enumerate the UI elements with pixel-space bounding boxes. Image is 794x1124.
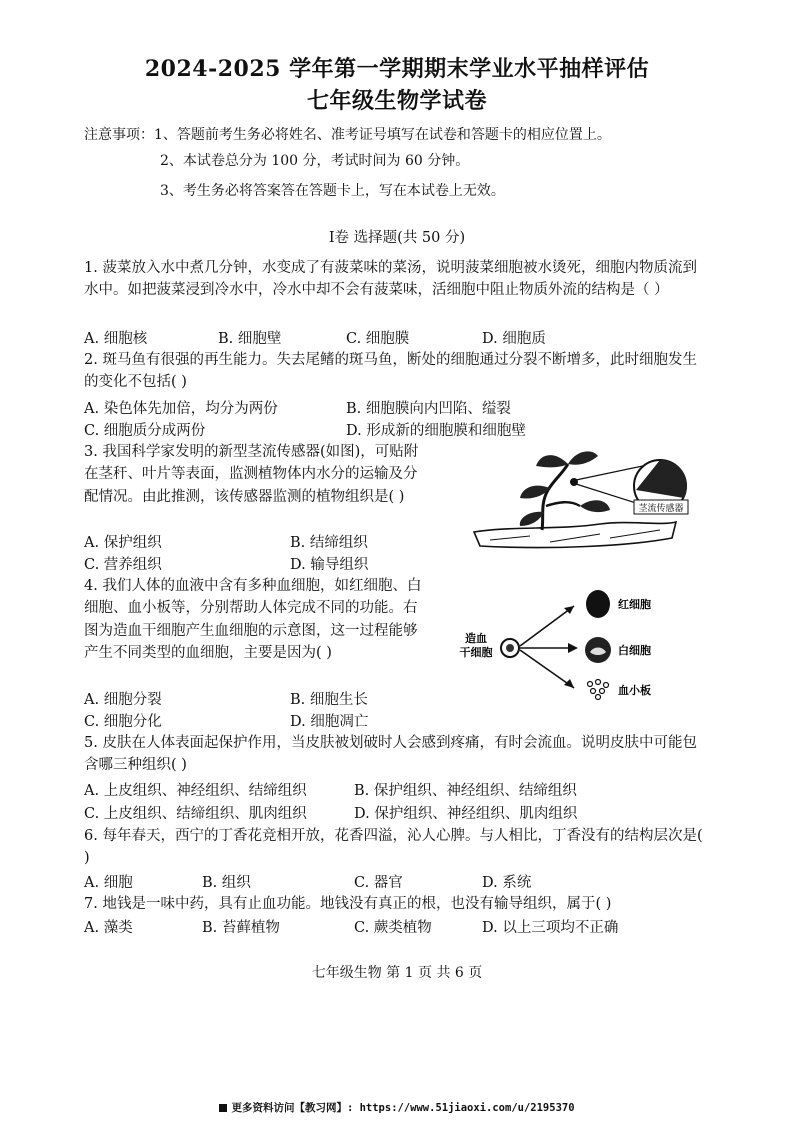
q7-option-a: A. 藻类 (84, 920, 133, 936)
leaf-4 (580, 500, 610, 512)
ground-hatch (490, 530, 660, 542)
arrow-to-red (520, 606, 574, 646)
q1-option-a: A. 细胞核 (84, 331, 148, 347)
q1-option-d: D. 细胞质 (482, 331, 546, 347)
q6-option-d: D. 系统 (482, 875, 532, 891)
plant-branch (546, 502, 580, 506)
q5-option-d: D. 保护组织、神经组织、肌肉组织 (354, 806, 578, 822)
q7-option-c: C. 蕨类植物 (354, 920, 432, 936)
question-6-stem: 6. 每年春天，西宁的丁香花竞相开放，花香四溢，沁人心脾。与人相比，丁香没有的结构层次是( ) (84, 828, 703, 867)
q2-option-a: A. 染色体先加倍，均分为两份 (84, 401, 278, 417)
q7-option-d: D. 以上三项均不正确 (482, 920, 619, 936)
arrow-to-platelet (520, 650, 574, 688)
q5-option-a: A. 上皮组织、神经组织、结缔组织 (84, 783, 307, 799)
arrow-head-white (568, 643, 578, 653)
q2-option-c: C. 细胞质分成两份 (84, 423, 206, 439)
plant-stem (542, 464, 568, 530)
ground-shape (474, 522, 676, 548)
stem-cell-label-2: 干细胞 (459, 646, 493, 659)
q6-option-a: A. 细胞 (84, 875, 133, 891)
section-title: Ⅰ卷 选择题(共 50 分) (328, 230, 466, 246)
page-footer: 七年级生物 第 1 页 共 6 页 (311, 965, 483, 981)
question-7-stem: 7. 地钱是一味中药，具有止血功能。地钱没有真正的根，也没有输导组织，属于( ) (84, 896, 612, 912)
q4-option-d: D. 细胞凋亡 (290, 714, 369, 730)
red-cell-label: 红细胞 (618, 598, 651, 611)
question-4-stem: 4. 我们人体的血液中含有多种血细胞，如红细胞、白细胞、血小板等，分别帮助人体完成不同的功能。右图为造血干细胞产生血细胞的示意图，这一过程能够产生不同类型的血细胞，主要是因为( ) (84, 578, 422, 662)
platelet-icon (588, 680, 609, 700)
stem-cell-nucleus (506, 644, 514, 652)
q4-option-a: A. 细胞分裂 (84, 692, 162, 708)
white-cell-label: 白细胞 (618, 644, 651, 657)
q3-option-c: C. 营养组织 (84, 557, 162, 573)
resource-link-text[interactable]: 更多资料访问【教习网】: https://www.51jiaoxi.com/u/2195370 (231, 1102, 575, 1114)
q3-option-a: A. 保护组织 (84, 535, 162, 551)
resource-link[interactable] (0, 1100, 794, 1115)
q6-option-c: C. 器官 (354, 875, 403, 891)
q4-option-b: B. 细胞生长 (290, 692, 368, 708)
q5-option-c: C. 上皮组织、结缔组织、肌肉组织 (84, 806, 307, 822)
q3-option-b: B. 结缔组织 (290, 535, 368, 551)
question-3-stem: 3. 我国科学家发明的新型茎流传感器(如图)，可贴附在茎秆、叶片等表面，监测植物体内水分的运输及分配情况。由此推测，该传感器监测的植物组织是( ) (84, 444, 419, 505)
flag-icon (219, 1104, 227, 1112)
note-3: 3、考生务必将答案答在答题卡上，写在本试卷上无效。 (160, 183, 505, 199)
platelet-label: 血小板 (618, 684, 651, 697)
stem-cell-label-1: 造血 (465, 632, 487, 645)
q2-option-d: D. 形成新的细胞膜和细胞壁 (346, 423, 526, 439)
note-1: 注意事项：1、答题前考生务必将姓名、准考证号填写在试卷和答题卡的相应位置上。 (84, 127, 611, 143)
note-2: 2、本试卷总分为 100 分，考试时间为 60 分钟。 (160, 153, 470, 169)
q4-option-c: C. 细胞分化 (84, 714, 162, 730)
q6-option-b: B. 组织 (202, 875, 251, 891)
question-2-stem: 2. 斑马鱼有很强的再生能力。失去尾鳍的斑马鱼，断处的细胞通过分裂不断增多，此时细胞发生的变化不包括( ) (84, 352, 697, 391)
leaf-1 (536, 455, 568, 467)
plant-sensor-figure (470, 446, 698, 566)
blood-cell-figure (452, 584, 722, 704)
q7-option-b: B. 苔藓植物 (202, 920, 280, 936)
q5-option-b: B. 保护组织、神经组织、结缔组织 (354, 783, 577, 799)
q1-option-b: B. 细胞壁 (218, 331, 282, 347)
sensor-label: 茎流传感器 (638, 504, 684, 514)
exam-title: 2024-2025 学年第一学期期末学业水平抽样评估 (144, 56, 650, 82)
question-5-stem: 5. 皮肤在人体表面起保护作用，当皮肤被划破时人会感到疼痛，有时会流血。说明皮肤中可能包含哪三种组织( ) (84, 735, 697, 774)
q2-option-b: B. 细胞膜向内凹陷、缢裂 (346, 401, 511, 417)
red-cell-icon (586, 590, 610, 618)
question-1-stem: 1. 菠菜放入水中煮几分钟，水变成了有菠菜味的菜汤，说明菠菜细胞被水烫死，细胞内物质流到水中。如把菠菜浸到冷水中，冷水中却不会有菠菜味，活细胞中阻止物质外流的结构是（ ） (84, 260, 697, 299)
leaf-5 (520, 512, 544, 526)
exam-subtitle: 七年级生物学试卷 (306, 88, 487, 114)
arrow-head-platelet (564, 679, 574, 688)
q1-option-c: C. 细胞膜 (346, 331, 410, 347)
q3-option-d: D. 输导组织 (290, 557, 369, 573)
leaf-2 (568, 451, 598, 464)
